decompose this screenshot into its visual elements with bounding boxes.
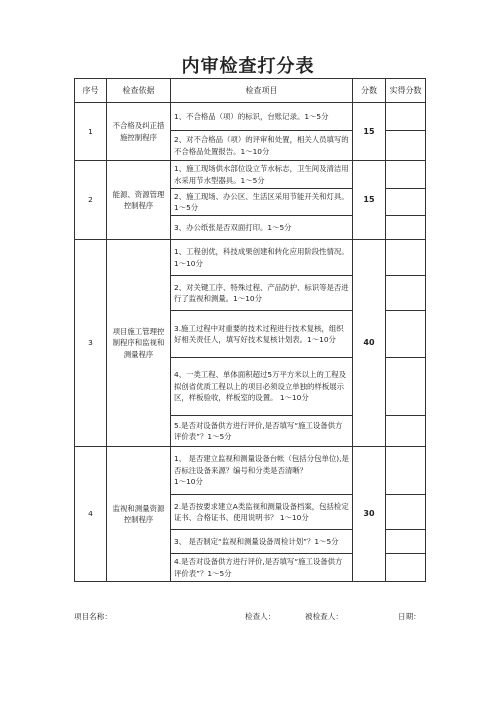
actual-score-cell[interactable]: [386, 276, 426, 311]
table-row: [75, 447, 426, 495]
check-item: 1、施工现场供水部位设立节水标志，卫生间及清洁用水采用节水型器具。1～5分: [171, 161, 353, 189]
footer-inspected-label: 被检查人：: [305, 612, 343, 621]
check-item: 1、不合格品（项）的标识，台账记录。1～5分: [171, 103, 353, 131]
check-item: 2、施工现场、办公区、生活区采用节能开关和灯具。1～5分: [171, 189, 353, 216]
actual-score-cell[interactable]: [386, 554, 426, 582]
header-score: 分数: [353, 79, 386, 103]
check-item: 3、办公纸张是否双面打印。1～5分: [171, 216, 353, 240]
row-score: 30: [353, 447, 386, 582]
table-row: [75, 240, 426, 276]
actual-score-cell[interactable]: [386, 447, 426, 495]
check-item: 4、一类工程、单体面积超过5万平方米以上的工程及拟创省优质工程以上的项目必须设立单独的样板展示区，样板验收，样板室的设置。 1～10分: [171, 358, 353, 416]
actual-score-cell[interactable]: [386, 189, 426, 216]
check-item: 1、 是否建立监视和测量设备台帐（包括分包单位),是否标注设备来源？编号和分类是否清晰？ 1～10分: [171, 447, 353, 495]
row-seq: 4: [75, 447, 107, 582]
actual-score-cell[interactable]: [386, 216, 426, 240]
score-table: [74, 78, 426, 582]
actual-score-cell[interactable]: [386, 103, 426, 131]
actual-score-cell[interactable]: [386, 530, 426, 554]
check-item: 2、对关键工序、特殊过程、产品防护、标识等是否进行了监视和测量。1～10分: [171, 276, 353, 311]
row-seq: 3: [75, 240, 107, 447]
page-title: 内审检查打分表: [181, 56, 315, 77]
actual-score-cell[interactable]: [386, 416, 426, 447]
actual-score-cell[interactable]: [386, 161, 426, 189]
row-score: 15: [353, 103, 386, 161]
check-item: 2、对不合格品（项）的评审和处置，相关人员填写的不合格品处置报告。1～10分: [171, 131, 353, 161]
header-actual: 实得分数: [386, 79, 426, 103]
check-item: 2.是否按要求建立A类监视和测量设备档案，包括检定证书、合格证书、使用说明书？ 1～10分: [171, 495, 353, 530]
row-score: 15: [353, 161, 386, 240]
row-seq: 1: [75, 103, 107, 161]
check-item: 1、工程创优，科技成果创建和转化应用阶段性情况。1～10分: [171, 240, 353, 276]
table-row: [75, 103, 426, 131]
header-seq: 序号: [75, 79, 107, 103]
actual-score-cell[interactable]: [386, 495, 426, 530]
row-basis: 监视和测量资源控制程序: [107, 447, 171, 582]
footer-project-label: 项目名称：: [74, 612, 112, 621]
row-score: 40: [353, 240, 386, 447]
check-item: 3、 是否制定“监视和测量设备周检计划”？1～5分: [171, 530, 353, 554]
check-item: 3.施工过程中对重要的技术过程进行技术复核，组织好相关责任人，填写好技术复核计划表。1～10分: [171, 311, 353, 358]
actual-score-cell[interactable]: [386, 131, 426, 161]
actual-score-cell[interactable]: [386, 358, 426, 416]
row-basis: 能源、资源管理控制程序: [107, 161, 171, 240]
row-seq: 2: [75, 161, 107, 240]
footer-inspector-label: 检查人：: [245, 612, 276, 621]
row-basis: 项目施工管理控制程序和监视和测量程序: [107, 240, 171, 447]
header-basis: 检查依据: [107, 79, 171, 103]
actual-score-cell[interactable]: [386, 311, 426, 358]
footer-date-label: 日期：: [398, 612, 421, 621]
check-item: 4.是否对设备供方进行评价,是否填写“施工设备供方评价表”？1～5分: [171, 554, 353, 582]
table-header: [75, 79, 426, 103]
row-basis: 不合格及纠正措施控制程序: [107, 103, 171, 161]
check-item: 5.是否对设备供方进行评价,是否填写“施工设备供方评价表”？1～5分: [171, 416, 353, 447]
actual-score-cell[interactable]: [386, 240, 426, 276]
header-item: 检查项目: [171, 79, 353, 103]
table-row: [75, 161, 426, 189]
